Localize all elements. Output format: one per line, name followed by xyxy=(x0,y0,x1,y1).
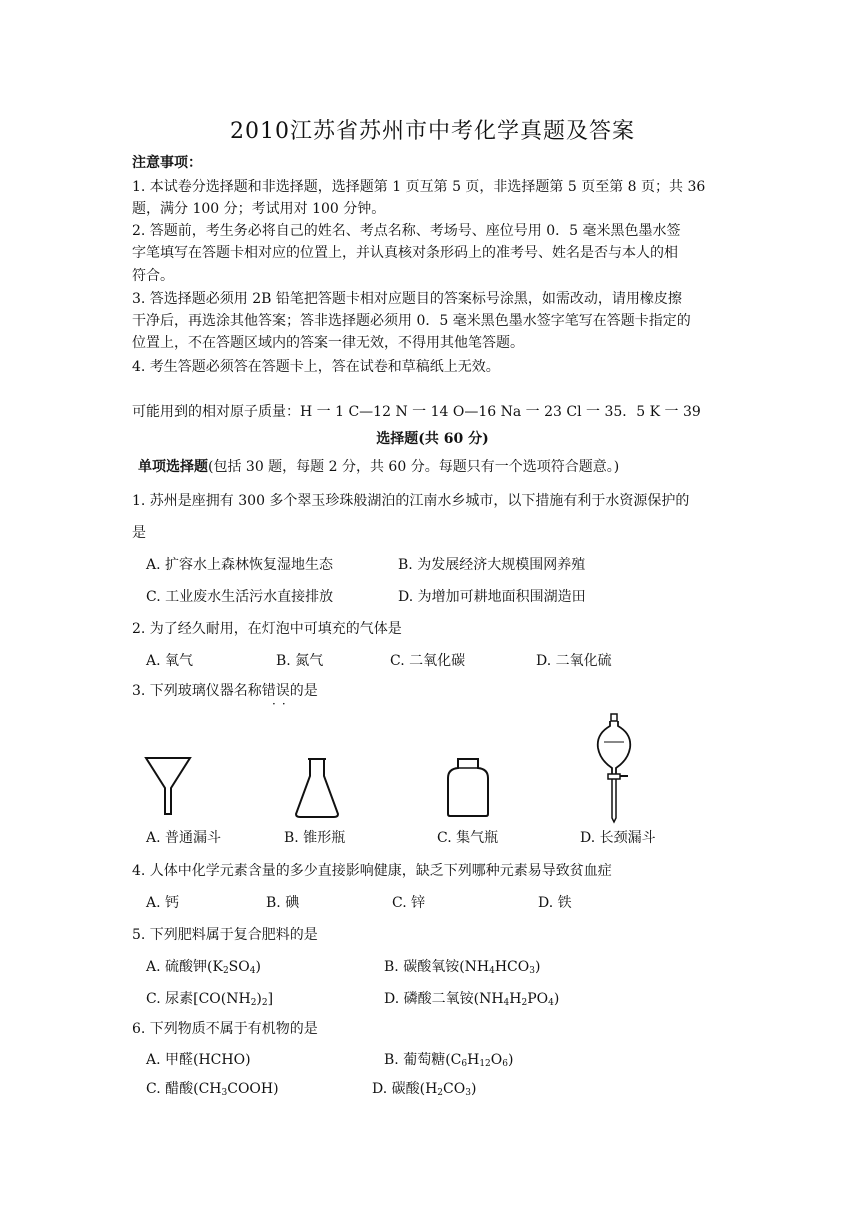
stopcock xyxy=(608,774,620,779)
q3-stem: 3. 下列玻璃仪器名称错误的是 xyxy=(132,683,318,699)
q1-option-a: A. 扩容水上森林恢复湿地生态 xyxy=(146,557,334,573)
gas-jar-figure xyxy=(444,756,492,818)
notice-line: 1. 本试卷分选择题和非选择题，选择题第 1 页互第 5 页，非选择题第 5 页至第 8 页；共 36 xyxy=(132,179,706,195)
flask-outline xyxy=(296,759,338,817)
notice-line: 3. 答选择题必须用 2B 铅笔把答题卡相对应题目的答案标号涂黑，如需改动，请用橡皮擦 xyxy=(132,291,682,307)
q6-option-a: A. 甲醛(HCHO) xyxy=(146,1052,251,1068)
q5-option-a: A. 硫酸钾$(K_2SO_4)$ xyxy=(146,959,261,976)
q4-option-c: C. 锌 xyxy=(392,895,426,911)
q4-stem: 4. 人体中化学元素含量的多少直接影响健康，缺乏下列哪种元素易导致贫血症 xyxy=(132,863,612,879)
notice-line: 2. 答题前，考生务必将自己的姓名、考点名称、考场号、座位号用 0．5 毫米黑色墨水签 xyxy=(132,223,681,239)
section-intro-rest: (包括 30 题，每题 2 分，共 60 分。每题只有一个选项符合题意。) xyxy=(208,459,620,475)
emphasis-dots: ·· xyxy=(272,697,292,711)
q2-option-d: D. 二氧化硫 xyxy=(536,653,612,669)
q1-option-d: D. 为增加可耕地面积围湖造田 xyxy=(398,589,586,605)
q5-option-b: B. 碳酸氧铵$(NH_4HCO_3)$ xyxy=(384,959,541,976)
q6-option-c: C. 醋酸$(CH_3COOH)$ xyxy=(146,1081,279,1098)
q5-option-c: C. 尿素$[CO(NH_2)_2]$ xyxy=(146,991,274,1008)
q2-option-a: A. 氧气 xyxy=(146,653,194,669)
notice-line: 符合。 xyxy=(132,268,174,284)
conical-flask-figure xyxy=(292,756,342,820)
funnel-outline xyxy=(146,758,190,814)
notice-line: 4. 考生答题必须答在答题卡上，答在试卷和草稿纸上无效。 xyxy=(132,359,500,375)
notice-line: 字笔填写在答题卡相对应的位置上，并认真核对条形码上的准考号、姓名是否与本人的相 xyxy=(132,245,678,261)
q3-option-d: D. 长颈漏斗 xyxy=(580,830,656,846)
section-intro-bold: 单项选择题 xyxy=(138,459,208,475)
q2-option-b: B. 氮气 xyxy=(276,653,324,669)
q5-option-d: D. 磷酸二氧铵$(NH_4H_2PO_4)$ xyxy=(384,991,560,1008)
q1-stem: 1. 苏州是座拥有 300 多个翠玉珍珠般湖泊的江南水乡城市，以下措施有利于水资源保护的 xyxy=(132,493,690,509)
q5-stem: 5. 下列肥料属于复合肥料的是 xyxy=(132,927,318,943)
stopper xyxy=(611,714,617,721)
section-intro xyxy=(138,458,619,476)
q1-stem-cont: 是 xyxy=(132,525,146,541)
q3-option-c: C. 集气瓶 xyxy=(437,830,499,846)
q1-option-b: B. 为发展经济大规模围网养殖 xyxy=(398,557,586,573)
q4-option-d: D. 铁 xyxy=(538,895,572,911)
notice-line: 位置上，不在答题区域内的答案一律无效，不得用其他笔答题。 xyxy=(132,335,524,351)
funnel-figure xyxy=(142,752,194,816)
atomic-masses: 可能用到的相对原子质量：H 一 1 C—12 N 一 14 O—16 Na 一 23 Cl 一 35．5 K 一 39 xyxy=(132,404,701,420)
q6-option-b: B. 葡萄糖$(C_6H_{12}O_6)$ xyxy=(384,1052,514,1069)
q4-option-a: A. 钙 xyxy=(146,895,180,911)
q1-option-c: C. 工业废水生活污水直接排放 xyxy=(146,589,334,605)
q3-option-b: B. 锥形瓶 xyxy=(284,830,346,846)
funnel-stem xyxy=(612,779,616,822)
q6-stem: 6. 下列物质不属于有机物的是 xyxy=(132,1021,318,1037)
q4-option-b: B. 碘 xyxy=(266,895,300,911)
notice-line: 干净后，再选涂其他答案；答非选择题必须用 0．5 毫米黑色墨水签字笔写在答题卡指定的 xyxy=(132,313,691,329)
q2-stem: 2. 为了经久耐用，在灯泡中可填充的气体是 xyxy=(132,621,402,637)
funnel-bulb xyxy=(598,721,631,774)
separatory-funnel-figure xyxy=(588,712,640,824)
notice-line: 题，满分 100 分；考试用对 100 分钟。 xyxy=(132,201,386,217)
section-title: 选择题(共 60 分) xyxy=(376,431,489,447)
q6-option-d: D. 碳酸$(H_2CO_3)$ xyxy=(372,1081,477,1098)
q3-option-a: A. 普通漏斗 xyxy=(146,830,222,846)
q2-option-c: C. 二氧化碳 xyxy=(390,653,466,669)
notice-heading: 注意事项： xyxy=(132,155,202,171)
page-title: 2010江苏省苏州市中考化学真题及答案 xyxy=(230,119,635,144)
